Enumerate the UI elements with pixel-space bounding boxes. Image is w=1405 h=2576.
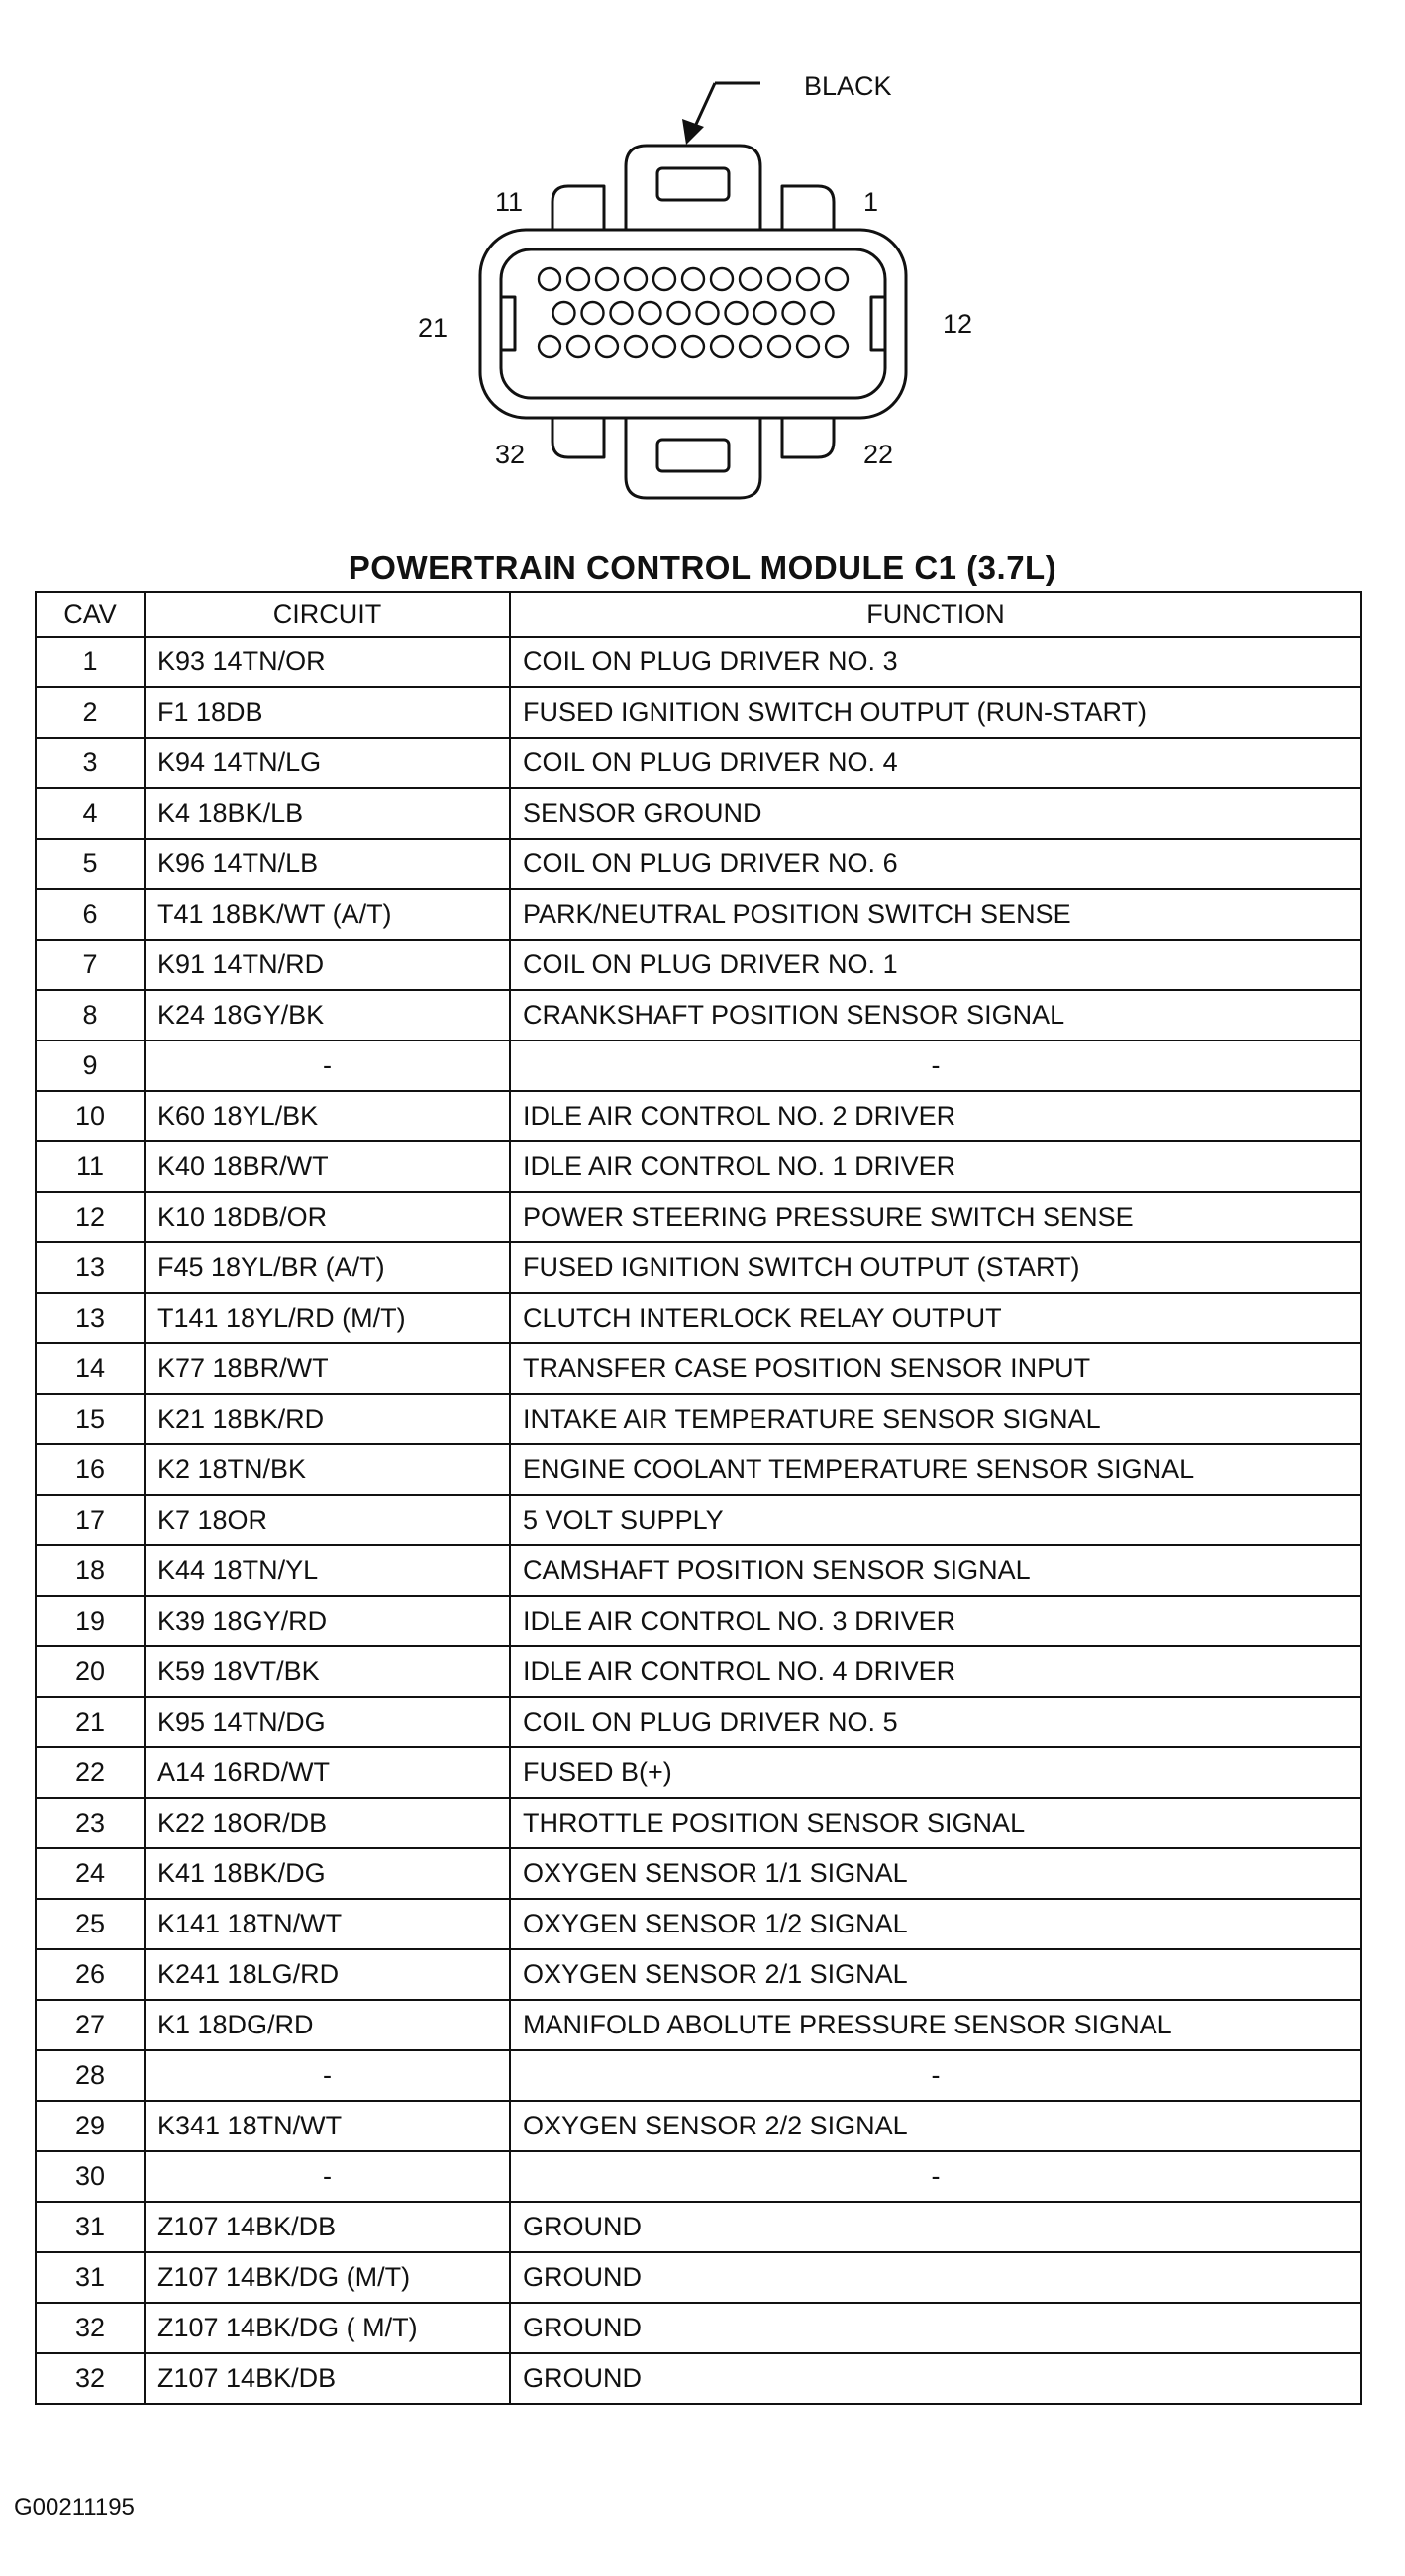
circuit-cell: Z107 14BK/DG ( M/T) (145, 2303, 510, 2353)
circuit-cell: K241 18LG/RD (145, 1949, 510, 2000)
table-row (36, 1343, 1361, 1394)
function-cell: TRANSFER CASE POSITION SENSOR INPUT (510, 1343, 1361, 1394)
function-cell: THROTTLE POSITION SENSOR SIGNAL (510, 1798, 1361, 1848)
function-cell: CRANKSHAFT POSITION SENSOR SIGNAL (510, 990, 1361, 1040)
function-cell: 5 VOLT SUPPLY (510, 1495, 1361, 1545)
circuit-cell: K21 18BK/RD (145, 1394, 510, 1444)
function-cell: IDLE AIR CONTROL NO. 4 DRIVER (510, 1646, 1361, 1697)
circuit-cell: K96 14TN/LB (145, 839, 510, 889)
table-row (36, 1949, 1361, 2000)
table-row (36, 2202, 1361, 2252)
table-row (36, 788, 1361, 839)
header-function: FUNCTION (510, 592, 1361, 637)
cav-cell: 25 (36, 1899, 145, 1949)
cav-cell: 6 (36, 889, 145, 940)
function-cell: CAMSHAFT POSITION SENSOR SIGNAL (510, 1545, 1361, 1596)
connector-diagram (396, 40, 1010, 525)
table-row (36, 2151, 1361, 2202)
circuit-cell: K1 18DG/RD (145, 2000, 510, 2050)
circuit-cell: K60 18YL/BK (145, 1091, 510, 1141)
circuit-cell: K95 14TN/DG (145, 1697, 510, 1747)
function-cell: PARK/NEUTRAL POSITION SWITCH SENSE (510, 889, 1361, 940)
function-cell: INTAKE AIR TEMPERATURE SENSOR SIGNAL (510, 1394, 1361, 1444)
table-row (36, 1141, 1361, 1192)
circuit-cell: T41 18BK/WT (A/T) (145, 889, 510, 940)
function-cell: FUSED IGNITION SWITCH OUTPUT (START) (510, 1242, 1361, 1293)
circuit-cell: K10 18DB/OR (145, 1192, 510, 1242)
circuit-cell: K39 18GY/RD (145, 1596, 510, 1646)
circuit-cell: Z107 14BK/DG (M/T) (145, 2252, 510, 2303)
cav-cell: 14 (36, 1343, 145, 1394)
table-row (36, 1545, 1361, 1596)
function-cell: COIL ON PLUG DRIVER NO. 6 (510, 839, 1361, 889)
table-row (36, 889, 1361, 940)
cav-cell: 8 (36, 990, 145, 1040)
cav-cell: 5 (36, 839, 145, 889)
cav-cell: 32 (36, 2303, 145, 2353)
header-row (36, 592, 1361, 637)
table-row (36, 1697, 1361, 1747)
cav-cell: 31 (36, 2202, 145, 2252)
cav-cell: 19 (36, 1596, 145, 1646)
circuit-cell: T141 18YL/RD (M/T) (145, 1293, 510, 1343)
cav-cell: 4 (36, 788, 145, 839)
table-row (36, 1040, 1361, 1091)
cav-cell: 3 (36, 738, 145, 788)
table-row (36, 738, 1361, 788)
header-circuit: CIRCUIT (145, 592, 510, 637)
circuit-cell: K93 14TN/OR (145, 637, 510, 687)
circuit-cell: K341 18TN/WT (145, 2101, 510, 2151)
function-cell: COIL ON PLUG DRIVER NO. 3 (510, 637, 1361, 687)
cav-cell: 22 (36, 1747, 145, 1798)
table-row (36, 1091, 1361, 1141)
circuit-cell: - (145, 2050, 510, 2101)
table-row (36, 1646, 1361, 1697)
circuit-cell: K2 18TN/BK (145, 1444, 510, 1495)
header-cav: CAV (36, 592, 145, 637)
table-row (36, 2050, 1361, 2101)
function-cell: - (510, 2050, 1361, 2101)
pin-label-21: 21 (418, 313, 449, 343)
table-row (36, 1596, 1361, 1646)
function-cell: GROUND (510, 2202, 1361, 2252)
figure-id: G00211195 (14, 2494, 135, 2521)
table-row (36, 1394, 1361, 1444)
table-row (36, 1444, 1361, 1495)
circuit-cell: K141 18TN/WT (145, 1899, 510, 1949)
circuit-cell: K7 18OR (145, 1495, 510, 1545)
circuit-cell: - (145, 2151, 510, 2202)
circuit-cell: Z107 14BK/DB (145, 2202, 510, 2252)
table-row (36, 1242, 1361, 1293)
table-row (36, 2000, 1361, 2050)
function-cell: COIL ON PLUG DRIVER NO. 4 (510, 738, 1361, 788)
function-cell: IDLE AIR CONTROL NO. 2 DRIVER (510, 1091, 1361, 1141)
table-row (36, 2353, 1361, 2404)
table-row (36, 1798, 1361, 1848)
cav-cell: 23 (36, 1798, 145, 1848)
circuit-cell: K94 14TN/LG (145, 738, 510, 788)
table-row (36, 1848, 1361, 1899)
function-cell: IDLE AIR CONTROL NO. 1 DRIVER (510, 1141, 1361, 1192)
cav-cell: 10 (36, 1091, 145, 1141)
pin-label-11: 11 (495, 187, 524, 217)
function-cell: - (510, 1040, 1361, 1091)
cav-cell: 7 (36, 940, 145, 990)
circuit-cell: K77 18BR/WT (145, 1343, 510, 1394)
function-cell: OXYGEN SENSOR 1/1 SIGNAL (510, 1848, 1361, 1899)
circuit-cell: K44 18TN/YL (145, 1545, 510, 1596)
table-row (36, 990, 1361, 1040)
table-row (36, 687, 1361, 738)
circuit-cell: - (145, 1040, 510, 1091)
table-row (36, 1495, 1361, 1545)
cav-cell: 31 (36, 2252, 145, 2303)
cav-cell: 30 (36, 2151, 145, 2202)
pin-label-12: 12 (943, 309, 973, 339)
table-row (36, 839, 1361, 889)
circuit-cell: K24 18GY/BK (145, 990, 510, 1040)
table-row (36, 940, 1361, 990)
table-row (36, 1192, 1361, 1242)
circuit-cell: K41 18BK/DG (145, 1848, 510, 1899)
function-cell: MANIFOLD ABOLUTE PRESSURE SENSOR SIGNAL (510, 2000, 1361, 2050)
function-cell: GROUND (510, 2353, 1361, 2404)
cav-cell: 9 (36, 1040, 145, 1091)
function-cell: OXYGEN SENSOR 2/1 SIGNAL (510, 1949, 1361, 2000)
function-cell: ENGINE COOLANT TEMPERATURE SENSOR SIGNAL (510, 1444, 1361, 1495)
table-row (36, 637, 1361, 687)
pin-label-22: 22 (863, 440, 894, 469)
cav-cell: 1 (36, 637, 145, 687)
circuit-cell: F45 18YL/BR (A/T) (145, 1242, 510, 1293)
cav-cell: 12 (36, 1192, 145, 1242)
cav-cell: 20 (36, 1646, 145, 1697)
circuit-cell: K59 18VT/BK (145, 1646, 510, 1697)
circuit-cell: A14 16RD/WT (145, 1747, 510, 1798)
cav-cell: 11 (36, 1141, 145, 1192)
cav-cell: 26 (36, 1949, 145, 2000)
function-cell: OXYGEN SENSOR 1/2 SIGNAL (510, 1899, 1361, 1949)
cav-cell: 13 (36, 1293, 145, 1343)
function-cell: GROUND (510, 2303, 1361, 2353)
circuit-cell: K4 18BK/LB (145, 788, 510, 839)
cav-cell: 32 (36, 2353, 145, 2404)
connector-color-label: BLACK (804, 71, 892, 101)
function-cell: CLUTCH INTERLOCK RELAY OUTPUT (510, 1293, 1361, 1343)
function-cell: FUSED B(+) (510, 1747, 1361, 1798)
function-cell: GROUND (510, 2252, 1361, 2303)
cav-cell: 21 (36, 1697, 145, 1747)
table-row (36, 2101, 1361, 2151)
function-cell: - (510, 2151, 1361, 2202)
function-cell: FUSED IGNITION SWITCH OUTPUT (RUN-START) (510, 687, 1361, 738)
circuit-cell: K40 18BR/WT (145, 1141, 510, 1192)
circuit-cell: Z107 14BK/DB (145, 2353, 510, 2404)
table-row (36, 1293, 1361, 1343)
cav-cell: 17 (36, 1495, 145, 1545)
pin-label-1: 1 (863, 187, 879, 217)
table-row (36, 2252, 1361, 2303)
cav-cell: 15 (36, 1394, 145, 1444)
table-row (36, 1747, 1361, 1798)
table-row (36, 2303, 1361, 2353)
circuit-cell: F1 18DB (145, 687, 510, 738)
function-cell: COIL ON PLUG DRIVER NO. 1 (510, 940, 1361, 990)
cav-cell: 2 (36, 687, 145, 738)
cav-cell: 29 (36, 2101, 145, 2151)
cav-cell: 16 (36, 1444, 145, 1495)
table-row (36, 1899, 1361, 1949)
cav-cell: 27 (36, 2000, 145, 2050)
function-cell: IDLE AIR CONTROL NO. 3 DRIVER (510, 1596, 1361, 1646)
cav-cell: 18 (36, 1545, 145, 1596)
pinout-table (35, 591, 1362, 2405)
cav-cell: 28 (36, 2050, 145, 2101)
pin-label-32: 32 (495, 440, 526, 469)
function-cell: OXYGEN SENSOR 2/2 SIGNAL (510, 2101, 1361, 2151)
circuit-cell: K22 18OR/DB (145, 1798, 510, 1848)
function-cell: POWER STEERING PRESSURE SWITCH SENSE (510, 1192, 1361, 1242)
function-cell: COIL ON PLUG DRIVER NO. 5 (510, 1697, 1361, 1747)
function-cell: SENSOR GROUND (510, 788, 1361, 839)
circuit-cell: K91 14TN/RD (145, 940, 510, 990)
cav-cell: 24 (36, 1848, 145, 1899)
cav-cell: 13 (36, 1242, 145, 1293)
table-title: POWERTRAIN CONTROL MODULE C1 (3.7L) (348, 549, 1057, 586)
